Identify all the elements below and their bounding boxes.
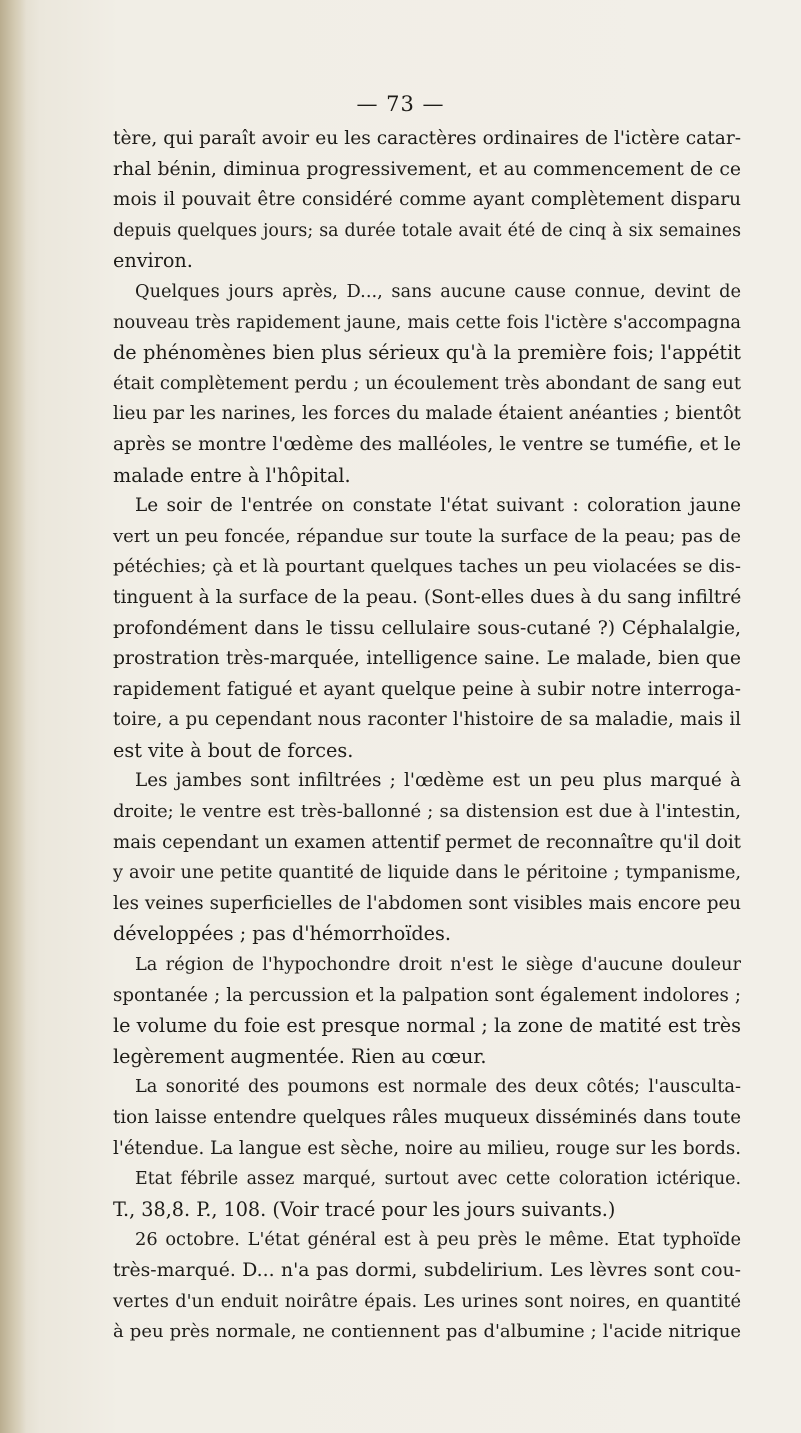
text-line: La sonorité des poumons est normale des deux côtés; l'ausculta- <box>135 1076 741 1098</box>
text-line: malade entre à l'hôpital. <box>113 463 351 487</box>
text-line: mais cependant un examen attentif permet de reconnaître qu'il doit <box>113 831 741 853</box>
text-line: y avoir une petite quantité de liquide dans le péritoine ; tympanisme, <box>113 862 741 884</box>
text-line: depuis quelques jours; sa durée totale avait été de cinq à six semaines <box>113 220 741 241</box>
text-line: Quelques jours après, D..., sans aucune cause connue, devint de <box>135 280 741 302</box>
text-line: Les jambes sont infiltrées ; l'œdème est un peu plus marqué à <box>135 770 741 792</box>
text-line: rapidement fatigué et ayant quelque peine à subir notre interroga- <box>113 678 741 700</box>
text-line: après se montre l'œdème des malléoles, le ventre se tuméfie, et le <box>113 433 741 455</box>
text-line: profondément dans le tissu cellulaire sous-cutané ?) Céphalalgie, <box>113 617 741 639</box>
text-line: tère, qui paraît avoir eu les caractères ordinaires de l'ictère catar- <box>113 128 741 149</box>
text-line: spontanée ; la percussion et la palpation sont également indolores ; <box>113 984 741 1006</box>
text-line: tion laisse entendre quelques râles muqueux disséminés dans toute <box>113 1107 741 1128</box>
text-line: développées ; pas d'hémorrhoïdes. <box>113 922 451 946</box>
text-line: nouveau très rapidement jaune, mais cette fois l'ictère s'accompagna <box>113 311 741 333</box>
text-line: vertes d'un enduit noirâtre épais. Les urines sont noires, en quantité <box>113 1290 741 1312</box>
text-line: rhal bénin, diminua progressivement, et au commencement de ce <box>113 158 741 180</box>
page-number: — 73 — <box>356 92 445 116</box>
body-text <box>113 124 741 1348</box>
text-line: mois il pouvait être considéré comme ayant complètement disparu <box>113 189 741 211</box>
text-line: les veines superficielles de l'abdomen sont visibles mais encore peu <box>113 892 741 914</box>
book-spine-shadow <box>0 0 26 1433</box>
text-line: est vite à bout de forces. <box>113 738 354 762</box>
text-line: droite; le ventre est très-ballonné ; sa distension est due à l'intestin, <box>113 801 741 823</box>
text-line: était complètement perdu ; un écoulement très abondant de sang eut <box>113 372 741 394</box>
text-line: très-marqué. D... n'a pas dormi, subdelirium. Les lèvres sont cou- <box>113 1259 741 1281</box>
text-line: legèrement augmentée. Rien au cœur. <box>113 1044 487 1068</box>
text-line: toire, a pu cependant nous raconter l'histoire de sa maladie, mais il <box>113 709 741 731</box>
text-line: à peu près normale, ne contiennent pas d'albumine ; l'acide nitrique <box>113 1321 741 1343</box>
text-line: pétéchies; çà et là pourtant quelques taches un peu violacées se dis- <box>113 556 741 578</box>
text-line: Le soir de l'entrée on constate l'état suivant : coloration jaune <box>135 495 741 517</box>
text-line: T., 38,8. P., 108. (Voir tracé pour les jours suivants.) <box>113 1197 616 1221</box>
text-line: La région de l'hypochondre droit n'est le siège d'aucune douleur <box>135 954 741 976</box>
text-line: le volume du foie est presque normal ; la zone de matité est très <box>113 1014 741 1038</box>
text-line: l'étendue. La langue est sèche, noire au milieu, rouge sur les bords. <box>113 1137 741 1159</box>
text-line: Etat fébrile assez marqué, surtout avec cette coloration ictérique. <box>135 1169 741 1190</box>
text-line: tinguent à la surface de la peau. (Sont-elles dues à du sang infiltré <box>113 586 742 608</box>
text-line: vert un peu foncée, répandue sur toute la surface de la peau; pas de <box>113 525 741 547</box>
text-line: 26 octobre. L'état général est à peu près le même. Etat typhoïde <box>135 1229 741 1251</box>
text-line: lieu par les narines, les forces du malade étaient anéanties ; bientôt <box>113 403 741 425</box>
text-line: prostration très-marquée, intelligence saine. Le malade, bien que <box>113 648 741 670</box>
text-line: environ. <box>113 249 193 273</box>
text-line: de phénomènes bien plus sérieux qu'à la première fois; l'appétit <box>113 341 741 365</box>
